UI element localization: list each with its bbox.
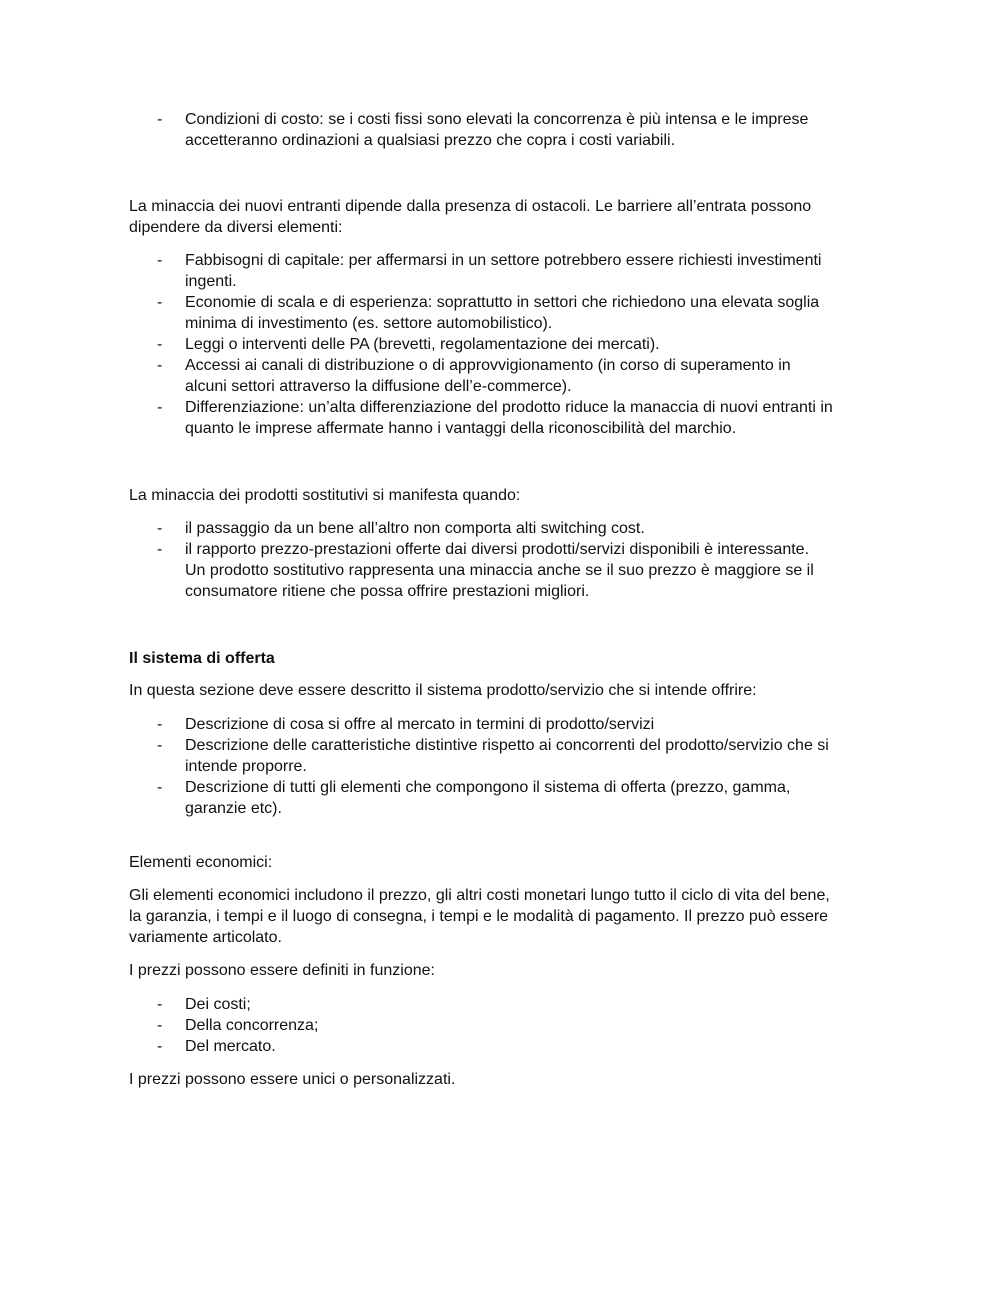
- list-item-text: Economie di scala e di esperienza: soprattutto in settori che richiedono una elevata soglia: [185, 294, 820, 311]
- list-item-text: accetteranno ordinazioni a qualsiasi prezzo che copra i costi variabili.: [185, 132, 676, 149]
- bullet: -: [157, 399, 163, 416]
- bullet: -: [157, 1038, 163, 1055]
- list-item-text: Leggi o interventi delle PA (brevetti, regolamentazione dei mercati).: [185, 336, 660, 353]
- list-item-text: intende proporre.: [185, 758, 307, 775]
- bullet: -: [157, 520, 163, 537]
- paragraph-text: In questa sezione deve essere descritto il sistema prodotto/servizio che si intende offrire:: [129, 682, 757, 699]
- bullet: -: [157, 1017, 163, 1034]
- paragraph-text: I prezzi possono essere unici o personalizzati.: [129, 1071, 456, 1088]
- heading-text: Il sistema di offerta: [129, 650, 275, 667]
- list-item-text: alcuni settori attraverso la diffusione dell’e-commerce).: [185, 378, 572, 395]
- bullet: -: [157, 737, 163, 754]
- bullet: -: [157, 294, 163, 311]
- paragraph-text: Gli elementi economici includono il prezzo, gli altri costi monetari lungo tutto il ciclo di vita del bene,: [129, 887, 830, 904]
- list-item-text: Dei costi;: [185, 996, 251, 1013]
- bullet: -: [157, 541, 163, 558]
- list-item-text: Descrizione di cosa si offre al mercato in termini di prodotto/servizi: [185, 716, 655, 733]
- list-item-text: Della concorrenza;: [185, 1017, 319, 1034]
- list-item-text: quanto le imprese affermate hanno i vantaggi della riconoscibilità del marchio.: [185, 420, 737, 437]
- list-item-text: Un prodotto sostitutivo rappresenta una minaccia anche se il suo prezzo è maggiore se il: [185, 562, 814, 579]
- list-item-text: ingenti.: [185, 273, 237, 290]
- list-item-text: il passaggio da un bene all’altro non comporta alti switching cost.: [185, 520, 645, 537]
- paragraph-text: I prezzi possono essere definiti in funzione:: [129, 962, 435, 979]
- list-item-text: minima di investimento (es. settore automobilistico).: [185, 315, 553, 332]
- list-item-text: Del mercato.: [185, 1038, 276, 1055]
- bullet: -: [157, 252, 163, 269]
- list-item-text: Differenziazione: un’alta differenziazione del prodotto riduce la manaccia di nuovi entranti in: [185, 399, 833, 416]
- paragraph-text: variamente articolato.: [129, 929, 282, 946]
- list-item-text: Condizioni di costo: se i costi fissi sono elevati la concorrenza è più intensa e le imprese: [185, 111, 809, 128]
- list-item-text: garanzie etc).: [185, 800, 282, 817]
- list-item-text: consumatore ritiene che possa offrire prestazioni migliori.: [185, 583, 590, 600]
- paragraph-text: la garanzia, i tempi e il luogo di consegna, i tempi e le modalità di pagamento. Il prezzo può essere: [129, 908, 829, 925]
- paragraph-text: La minaccia dei nuovi entranti dipende dalla presenza di ostacoli. Le barriere all’entrata possono: [129, 198, 812, 215]
- list-item-text: il rapporto prezzo-prestazioni offerte dai diversi prodotti/servizi disponibili è interessante.: [185, 541, 810, 558]
- list-item-text: Descrizione di tutti gli elementi che compongono il sistema di offerta (prezzo, gamma,: [185, 779, 791, 796]
- list-item-text: Accessi ai canali di distribuzione o di approvvigionamento (in corso di superamento in: [185, 357, 791, 374]
- paragraph-text: dipendere da diversi elementi:: [129, 219, 343, 236]
- bullet: -: [157, 111, 163, 128]
- list-item-text: Fabbisogni di capitale: per affermarsi in un settore potrebbero essere richiesti investimenti: [185, 252, 822, 269]
- list-item-text: Descrizione delle caratteristiche distintive rispetto ai concorrenti del prodotto/servizio che si: [185, 737, 829, 754]
- paragraph-text: La minaccia dei prodotti sostitutivi si manifesta quando:: [129, 487, 521, 504]
- bullet: -: [157, 357, 163, 374]
- subheading-text: Elementi economici:: [129, 854, 273, 871]
- bullet: -: [157, 996, 163, 1013]
- bullet: -: [157, 716, 163, 733]
- bullet: -: [157, 336, 163, 353]
- bullet: -: [157, 779, 163, 796]
